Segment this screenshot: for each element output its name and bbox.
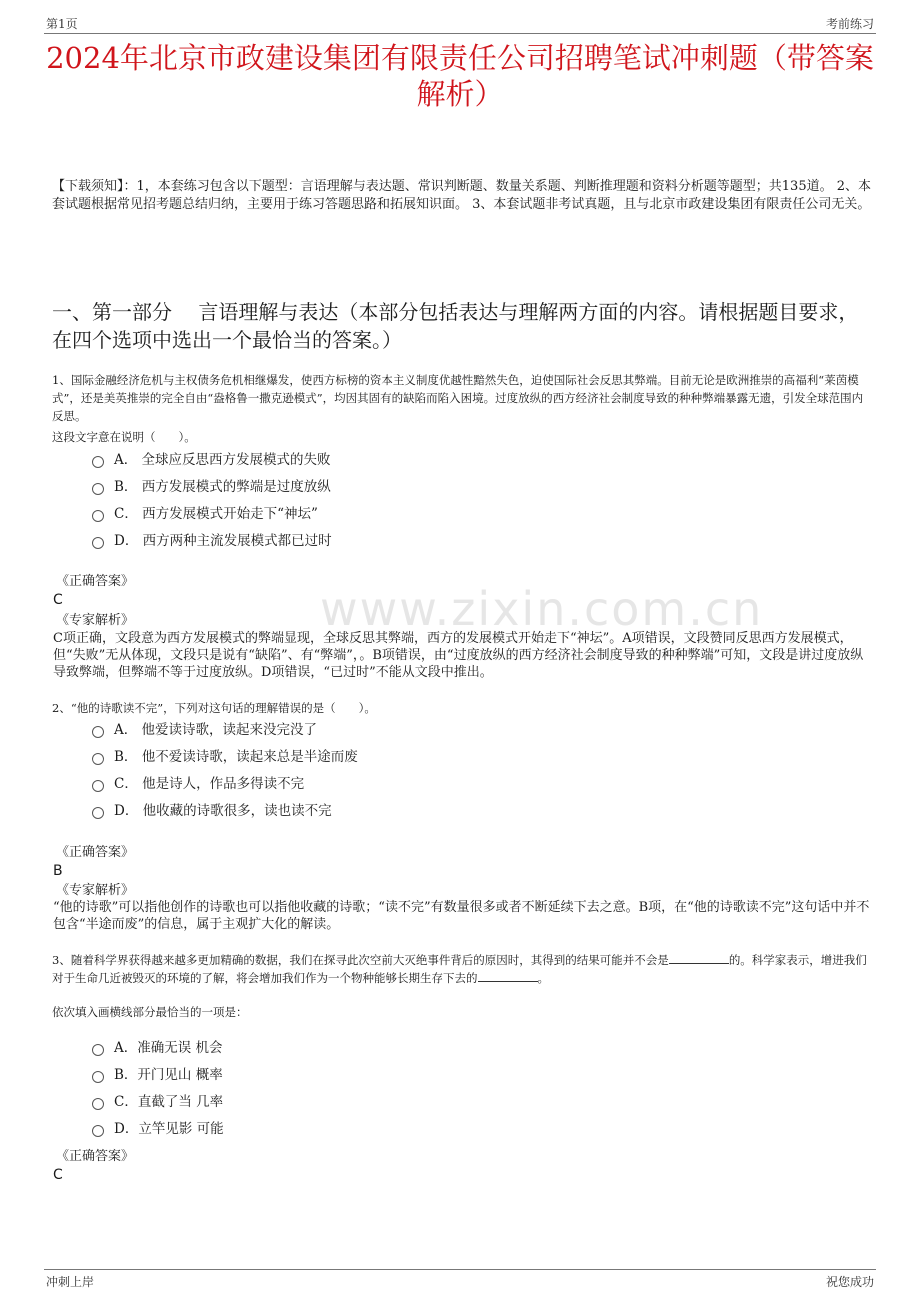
question-2-answer: B	[53, 863, 63, 879]
radio-icon[interactable]	[92, 807, 104, 819]
radio-icon[interactable]	[92, 483, 104, 495]
section-heading: 一、第一部分 言语理解与表达（本部分包括表达与理解两方面的内容。请根据题目要求，在四个选项中选出一个最恰当的答案。）	[52, 300, 859, 352]
question-3-option-b[interactable]: B．开门见山 概率	[92, 1066, 223, 1084]
radio-icon[interactable]	[92, 537, 104, 549]
fill-blank-1[interactable]	[669, 953, 729, 964]
page-title: 2024年北京市政建设集团有限责任公司招聘笔试冲刺题（带答案解析）	[46, 41, 874, 111]
question-2-text: 2、“他的诗歌读不完”，下列对这句话的理解错误的是（ ）。	[52, 701, 376, 715]
analysis-label: 《专家解析》	[56, 883, 135, 898]
header-label: 考前练习	[825, 17, 874, 31]
question-3-option-d[interactable]: D．立竿见影 可能	[92, 1120, 224, 1138]
correct-answer-label: 《正确答案》	[56, 1149, 135, 1164]
question-1-analysis: C项正确，文段意为西方发展模式的弊端显现，全球反思其弊端，西方的发展模式开始走下“神坛”。A项错误，文段赞同反思西方发展模式，但“失败”无从体现，文段只是说有“缺陷”、有“弊端”，。B项错误，由“过度放纵的西方经济社会制度导致的种种弊端”可知，文段是讲过度放纵导致弊端，但弊端不等于过度放纵。D项错误，“已过时”不能从文段中推出。	[53, 631, 864, 680]
question-3-text: 3、随着科学界获得越来越多更加精确的数据，我们在探寻此次空前大灭绝事件背后的原因时，其得到的结果可能并不会是 的。科学家表示，增进我们对于生命几近被毁灭的环境的了解，将会增加我们作为一个物种能够长期生存下去的 。	[52, 953, 867, 985]
radio-icon[interactable]	[92, 753, 104, 765]
footer-right: 祝您成功	[825, 1275, 874, 1289]
question-1-option-a[interactable]: A． 全球应反思西方发展模式的失败	[92, 451, 331, 469]
correct-answer-label: 《正确答案》	[56, 845, 135, 860]
fill-blank-2[interactable]	[478, 971, 538, 982]
radio-icon[interactable]	[92, 1071, 104, 1083]
question-3-prompt: 依次填入画横线部分最恰当的一项是：	[52, 1005, 248, 1019]
footer-left: 冲刺上岸	[46, 1275, 95, 1289]
radio-icon[interactable]	[92, 1125, 104, 1137]
radio-icon[interactable]	[92, 1044, 104, 1056]
question-1-option-b[interactable]: B． 西方发展模式的弊端是过度放纵	[92, 478, 331, 496]
radio-icon[interactable]	[92, 510, 104, 522]
footer-divider	[44, 1269, 876, 1270]
question-1-prompt: 这段文字意在说明（ ）。	[52, 430, 196, 444]
page-number: 第1页	[46, 17, 78, 31]
question-1-option-d[interactable]: D． 西方两种主流发展模式都已过时	[92, 532, 332, 550]
analysis-label: 《专家解析》	[56, 613, 135, 628]
header-divider	[44, 33, 876, 34]
radio-icon[interactable]	[92, 456, 104, 468]
question-3-option-c[interactable]: C．直截了当 几率	[92, 1093, 223, 1111]
radio-icon[interactable]	[92, 1098, 104, 1110]
question-2-option-c[interactable]: C． 他是诗人，作品多得读不完	[92, 775, 304, 793]
question-2-option-d[interactable]: D． 他收藏的诗歌很多，读也读不完	[92, 802, 332, 820]
question-3-answer: C	[53, 1167, 63, 1183]
question-2-option-a[interactable]: A． 他爱读诗歌，读起来没完没了	[92, 721, 317, 739]
radio-icon[interactable]	[92, 780, 104, 792]
question-1-answer: C	[53, 592, 63, 608]
watermark: www.zixin.com.cn	[320, 582, 764, 636]
question-1-option-c[interactable]: C． 西方发展模式开始走下“神坛”	[92, 505, 318, 523]
question-3-option-a[interactable]: A．准确无误 机会	[92, 1039, 223, 1057]
correct-answer-label: 《正确答案》	[56, 574, 135, 589]
question-1-text: 1、国际金融经济危机与主权债务危机相继爆发，使西方标榜的资本主义制度优越性黯然失色，迫使国际社会反思其弊端。目前无论是欧洲推崇的高福利“莱茵模式”，还是美英推崇的完全自由“盎格鲁一撒克逊模式”，均因其固有的缺陷而陷入困境。过度放纵的西方经济社会制度导致的种种弊端暴露无遗，引发全球范围内反思。	[52, 373, 864, 423]
question-2-analysis: “他的诗歌”可以指他创作的诗歌也可以指他收藏的诗歌；“读不完”有数量很多或者不断延续下去之意。B项，在“他的诗歌读不完”这句话中并不包含“半途而废”的信息，属于主观扩大化的解读。	[53, 900, 870, 932]
radio-icon[interactable]	[92, 726, 104, 738]
download-notice: 【下载须知】：1，本套练习包含以下题型：言语理解与表达题、常识判断题、数量关系题、判断推理题和资料分析题等题型；共135道。 2、本套试题根据常见招考题总结归纳，主要用于练习答题思路和拓展知识面。 3、本套试题非考试真题，且与北京市政建设集团有限责任公司无关。	[52, 179, 871, 212]
question-2-option-b[interactable]: B． 他不爱读诗歌，读起来总是半途而废	[92, 748, 358, 766]
